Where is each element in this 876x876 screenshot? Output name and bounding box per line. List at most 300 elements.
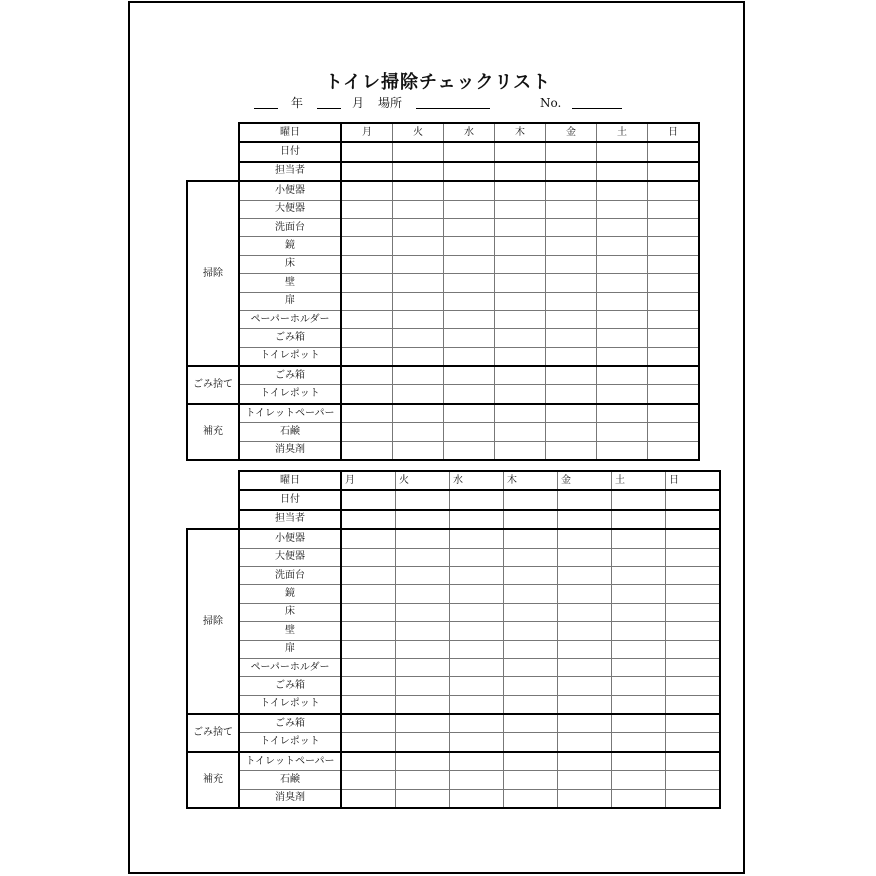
- check-cell[interactable]: [648, 423, 700, 441]
- check-cell[interactable]: [504, 733, 558, 752]
- check-cell[interactable]: [648, 310, 700, 328]
- check-cell[interactable]: [648, 441, 700, 460]
- check-cell[interactable]: [341, 566, 396, 584]
- check-cell[interactable]: [450, 622, 504, 640]
- check-cell[interactable]: [597, 423, 648, 441]
- check-cell[interactable]: [341, 404, 393, 423]
- check-cell[interactable]: [612, 658, 666, 676]
- check-cell[interactable]: [558, 585, 612, 603]
- check-cell[interactable]: [396, 658, 450, 676]
- check-cell[interactable]: [444, 329, 495, 347]
- check-cell[interactable]: [341, 622, 396, 640]
- entry-cell[interactable]: [495, 142, 546, 161]
- check-cell[interactable]: [341, 529, 396, 548]
- checklist-table-2: [186, 470, 721, 809]
- task-label: ごみ箱: [239, 677, 341, 695]
- check-cell[interactable]: [396, 548, 450, 566]
- day-header: 月: [341, 123, 393, 142]
- check-cell[interactable]: [393, 237, 444, 255]
- check-cell[interactable]: [666, 548, 721, 566]
- check-cell[interactable]: [495, 310, 546, 328]
- task-label: 洗面台: [239, 218, 341, 236]
- check-cell[interactable]: [450, 752, 504, 771]
- check-cell[interactable]: [396, 714, 450, 733]
- check-cell[interactable]: [597, 329, 648, 347]
- check-cell[interactable]: [558, 733, 612, 752]
- category-label: 補充: [187, 752, 239, 808]
- check-cell[interactable]: [444, 218, 495, 236]
- month-blank[interactable]: [317, 108, 341, 109]
- check-cell[interactable]: [495, 366, 546, 385]
- check-cell[interactable]: [393, 441, 444, 460]
- check-cell[interactable]: [648, 385, 700, 404]
- check-cell[interactable]: [612, 622, 666, 640]
- row-label: 日付: [239, 490, 341, 509]
- check-cell[interactable]: [597, 255, 648, 273]
- check-cell[interactable]: [546, 292, 597, 310]
- entry-cell[interactable]: [396, 490, 450, 509]
- check-cell[interactable]: [341, 274, 393, 292]
- check-cell[interactable]: [450, 640, 504, 658]
- entry-cell[interactable]: [393, 162, 444, 181]
- entry-cell[interactable]: [393, 142, 444, 161]
- check-cell[interactable]: [612, 529, 666, 548]
- check-cell[interactable]: [597, 404, 648, 423]
- check-cell[interactable]: [612, 789, 666, 808]
- check-cell[interactable]: [444, 347, 495, 366]
- check-cell[interactable]: [504, 752, 558, 771]
- check-cell[interactable]: [558, 640, 612, 658]
- entry-cell[interactable]: [597, 142, 648, 161]
- check-cell[interactable]: [396, 771, 450, 789]
- check-cell[interactable]: [393, 181, 444, 200]
- year-blank[interactable]: [254, 108, 278, 109]
- day-header: 火: [396, 471, 450, 490]
- check-cell[interactable]: [341, 366, 393, 385]
- entry-cell[interactable]: [558, 490, 612, 509]
- place-blank[interactable]: [416, 108, 490, 109]
- entry-cell[interactable]: [597, 162, 648, 181]
- category-label: ごみ捨て: [187, 366, 239, 404]
- task-label: 大便器: [239, 200, 341, 218]
- check-cell[interactable]: [444, 366, 495, 385]
- check-cell[interactable]: [597, 347, 648, 366]
- check-cell[interactable]: [341, 423, 393, 441]
- task-label: 消臭剤: [239, 441, 341, 460]
- category-label: 掃除: [187, 529, 239, 714]
- check-cell[interactable]: [504, 548, 558, 566]
- check-cell[interactable]: [558, 714, 612, 733]
- check-cell[interactable]: [444, 237, 495, 255]
- day-header: 土: [597, 123, 648, 142]
- check-cell[interactable]: [504, 695, 558, 714]
- check-cell[interactable]: [597, 237, 648, 255]
- entry-cell[interactable]: [546, 162, 597, 181]
- check-cell[interactable]: [558, 752, 612, 771]
- task-label: 鏡: [239, 585, 341, 603]
- check-cell[interactable]: [341, 714, 396, 733]
- check-cell[interactable]: [546, 441, 597, 460]
- check-cell[interactable]: [597, 181, 648, 200]
- check-cell[interactable]: [393, 329, 444, 347]
- check-cell[interactable]: [612, 548, 666, 566]
- check-cell[interactable]: [341, 695, 396, 714]
- check-cell[interactable]: [558, 771, 612, 789]
- check-cell[interactable]: [450, 677, 504, 695]
- check-cell[interactable]: [648, 237, 700, 255]
- task-label: 壁: [239, 274, 341, 292]
- check-cell[interactable]: [396, 622, 450, 640]
- check-cell[interactable]: [612, 752, 666, 771]
- check-cell[interactable]: [495, 255, 546, 273]
- check-cell[interactable]: [612, 695, 666, 714]
- check-cell[interactable]: [504, 714, 558, 733]
- row-label: 日付: [239, 142, 341, 161]
- check-cell[interactable]: [648, 292, 700, 310]
- no-blank[interactable]: [572, 108, 622, 109]
- check-cell[interactable]: [450, 603, 504, 621]
- check-cell[interactable]: [546, 366, 597, 385]
- check-cell[interactable]: [393, 385, 444, 404]
- day-header: 日: [666, 471, 721, 490]
- day-header: 火: [393, 123, 444, 142]
- entry-cell[interactable]: [396, 510, 450, 529]
- check-cell[interactable]: [341, 181, 393, 200]
- place-label: 場所: [378, 96, 403, 110]
- day-header: 金: [546, 123, 597, 142]
- empty-corner: [187, 490, 239, 509]
- check-cell[interactable]: [444, 385, 495, 404]
- category-label: ごみ捨て: [187, 714, 239, 752]
- year-label: 年: [291, 96, 304, 110]
- no-label: No.: [540, 96, 562, 110]
- entry-cell[interactable]: [666, 490, 721, 509]
- check-cell[interactable]: [504, 658, 558, 676]
- check-cell[interactable]: [450, 714, 504, 733]
- check-cell[interactable]: [597, 218, 648, 236]
- check-cell[interactable]: [393, 423, 444, 441]
- check-cell[interactable]: [558, 695, 612, 714]
- check-cell[interactable]: [666, 714, 721, 733]
- check-cell[interactable]: [341, 733, 396, 752]
- task-label: 壁: [239, 622, 341, 640]
- check-cell[interactable]: [450, 771, 504, 789]
- check-cell[interactable]: [341, 677, 396, 695]
- check-cell[interactable]: [546, 310, 597, 328]
- check-cell[interactable]: [648, 200, 700, 218]
- check-cell[interactable]: [558, 603, 612, 621]
- task-label: トイレットペーパー: [239, 752, 341, 771]
- check-cell[interactable]: [341, 658, 396, 676]
- check-cell[interactable]: [450, 548, 504, 566]
- check-cell[interactable]: [546, 404, 597, 423]
- day-header: 日: [648, 123, 700, 142]
- check-cell[interactable]: [495, 274, 546, 292]
- check-cell[interactable]: [393, 366, 444, 385]
- check-cell[interactable]: [597, 366, 648, 385]
- check-cell[interactable]: [341, 585, 396, 603]
- check-cell[interactable]: [341, 310, 393, 328]
- check-cell[interactable]: [666, 603, 721, 621]
- check-cell[interactable]: [597, 310, 648, 328]
- check-cell[interactable]: [341, 292, 393, 310]
- check-cell[interactable]: [396, 585, 450, 603]
- entry-cell[interactable]: [444, 162, 495, 181]
- check-cell[interactable]: [393, 255, 444, 273]
- check-cell[interactable]: [393, 218, 444, 236]
- check-cell[interactable]: [546, 237, 597, 255]
- check-cell[interactable]: [666, 752, 721, 771]
- task-label: トイレポット: [239, 347, 341, 366]
- check-cell[interactable]: [495, 423, 546, 441]
- check-cell[interactable]: [495, 441, 546, 460]
- check-cell[interactable]: [504, 529, 558, 548]
- check-cell[interactable]: [393, 347, 444, 366]
- check-cell[interactable]: [341, 640, 396, 658]
- entry-cell[interactable]: [495, 162, 546, 181]
- check-cell[interactable]: [495, 385, 546, 404]
- task-label: トイレポット: [239, 733, 341, 752]
- check-cell[interactable]: [341, 789, 396, 808]
- check-cell[interactable]: [504, 585, 558, 603]
- entry-cell[interactable]: [648, 162, 700, 181]
- empty-corner: [187, 510, 239, 529]
- check-cell[interactable]: [666, 771, 721, 789]
- check-cell[interactable]: [648, 329, 700, 347]
- check-cell[interactable]: [495, 404, 546, 423]
- check-cell[interactable]: [546, 385, 597, 404]
- check-cell[interactable]: [396, 529, 450, 548]
- check-cell[interactable]: [504, 603, 558, 621]
- check-cell[interactable]: [341, 603, 396, 621]
- check-cell[interactable]: [450, 566, 504, 584]
- check-cell[interactable]: [396, 603, 450, 621]
- task-label: 小便器: [239, 529, 341, 548]
- entry-cell[interactable]: [666, 510, 721, 529]
- check-cell[interactable]: [648, 274, 700, 292]
- check-cell[interactable]: [558, 548, 612, 566]
- task-label: ごみ箱: [239, 366, 341, 385]
- check-cell[interactable]: [450, 585, 504, 603]
- entry-cell[interactable]: [450, 510, 504, 529]
- check-cell[interactable]: [558, 566, 612, 584]
- check-cell[interactable]: [396, 677, 450, 695]
- check-cell[interactable]: [558, 658, 612, 676]
- check-cell[interactable]: [341, 548, 396, 566]
- check-cell[interactable]: [648, 366, 700, 385]
- check-cell[interactable]: [504, 566, 558, 584]
- entry-cell[interactable]: [450, 490, 504, 509]
- check-cell[interactable]: [546, 347, 597, 366]
- check-cell[interactable]: [341, 255, 393, 273]
- check-cell[interactable]: [597, 385, 648, 404]
- task-label: 大便器: [239, 548, 341, 566]
- check-cell[interactable]: [341, 329, 393, 347]
- check-cell[interactable]: [612, 603, 666, 621]
- entry-cell[interactable]: [648, 142, 700, 161]
- entry-cell[interactable]: [504, 490, 558, 509]
- check-cell[interactable]: [597, 292, 648, 310]
- check-cell[interactable]: [393, 310, 444, 328]
- task-label: 扉: [239, 292, 341, 310]
- check-cell[interactable]: [612, 677, 666, 695]
- task-label: 洗面台: [239, 566, 341, 584]
- check-cell[interactable]: [444, 274, 495, 292]
- empty-corner: [187, 162, 239, 181]
- empty-corner: [187, 123, 239, 142]
- check-cell[interactable]: [341, 441, 393, 460]
- check-cell[interactable]: [504, 789, 558, 808]
- entry-cell[interactable]: [341, 142, 393, 161]
- check-cell[interactable]: [444, 255, 495, 273]
- row-label: 曜日: [239, 471, 341, 490]
- check-cell[interactable]: [546, 329, 597, 347]
- check-cell[interactable]: [495, 181, 546, 200]
- check-cell[interactable]: [444, 310, 495, 328]
- check-cell[interactable]: [648, 347, 700, 366]
- entry-cell[interactable]: [444, 142, 495, 161]
- check-cell[interactable]: [666, 733, 721, 752]
- empty-corner: [187, 142, 239, 161]
- month-label: 月: [352, 96, 365, 110]
- check-cell[interactable]: [396, 733, 450, 752]
- task-label: 扉: [239, 640, 341, 658]
- check-cell[interactable]: [558, 677, 612, 695]
- check-cell[interactable]: [558, 529, 612, 548]
- task-label: トイレポット: [239, 695, 341, 714]
- check-cell[interactable]: [450, 529, 504, 548]
- check-cell[interactable]: [341, 385, 393, 404]
- entry-cell[interactable]: [612, 490, 666, 509]
- day-header: 木: [504, 471, 558, 490]
- task-label: ペーパーホルダー: [239, 658, 341, 676]
- check-cell[interactable]: [495, 218, 546, 236]
- day-header: 月: [341, 471, 396, 490]
- check-cell[interactable]: [396, 695, 450, 714]
- check-cell[interactable]: [666, 695, 721, 714]
- check-cell[interactable]: [450, 789, 504, 808]
- check-cell[interactable]: [396, 752, 450, 771]
- check-cell[interactable]: [648, 255, 700, 273]
- entry-cell[interactable]: [612, 510, 666, 529]
- check-cell[interactable]: [393, 292, 444, 310]
- task-label: トイレットペーパー: [239, 404, 341, 423]
- check-cell[interactable]: [558, 789, 612, 808]
- check-cell[interactable]: [396, 566, 450, 584]
- check-cell[interactable]: [396, 640, 450, 658]
- day-header: 土: [612, 471, 666, 490]
- check-cell[interactable]: [666, 677, 721, 695]
- task-label: 石鹸: [239, 423, 341, 441]
- check-cell[interactable]: [612, 714, 666, 733]
- check-cell[interactable]: [666, 640, 721, 658]
- check-cell[interactable]: [666, 658, 721, 676]
- check-cell[interactable]: [393, 404, 444, 423]
- check-cell[interactable]: [444, 404, 495, 423]
- task-label: ごみ箱: [239, 329, 341, 347]
- check-cell[interactable]: [495, 200, 546, 218]
- check-cell[interactable]: [341, 237, 393, 255]
- check-cell[interactable]: [341, 752, 396, 771]
- task-label: ペーパーホルダー: [239, 310, 341, 328]
- check-cell[interactable]: [450, 658, 504, 676]
- check-cell[interactable]: [546, 423, 597, 441]
- check-cell[interactable]: [341, 200, 393, 218]
- check-cell[interactable]: [597, 274, 648, 292]
- page-title: トイレ掃除チェックリスト: [324, 72, 552, 93]
- task-label: 床: [239, 603, 341, 621]
- check-cell[interactable]: [504, 640, 558, 658]
- check-cell[interactable]: [504, 622, 558, 640]
- task-label: 石鹸: [239, 771, 341, 789]
- entry-cell[interactable]: [558, 510, 612, 529]
- check-cell[interactable]: [495, 347, 546, 366]
- check-cell[interactable]: [444, 441, 495, 460]
- check-cell[interactable]: [341, 218, 393, 236]
- check-cell[interactable]: [612, 733, 666, 752]
- check-cell[interactable]: [558, 622, 612, 640]
- task-label: 床: [239, 255, 341, 273]
- check-cell[interactable]: [393, 274, 444, 292]
- check-cell[interactable]: [393, 200, 444, 218]
- check-cell[interactable]: [444, 292, 495, 310]
- check-cell[interactable]: [612, 640, 666, 658]
- category-label: 補充: [187, 404, 239, 460]
- check-cell[interactable]: [546, 274, 597, 292]
- entry-cell[interactable]: [341, 510, 396, 529]
- task-label: 小便器: [239, 181, 341, 200]
- check-cell[interactable]: [495, 237, 546, 255]
- check-cell[interactable]: [666, 566, 721, 584]
- row-label: 担当者: [239, 510, 341, 529]
- check-cell[interactable]: [546, 200, 597, 218]
- check-cell[interactable]: [444, 181, 495, 200]
- check-cell[interactable]: [612, 566, 666, 584]
- check-cell[interactable]: [648, 218, 700, 236]
- check-cell[interactable]: [612, 771, 666, 789]
- check-cell[interactable]: [648, 181, 700, 200]
- check-cell[interactable]: [546, 255, 597, 273]
- check-cell[interactable]: [546, 181, 597, 200]
- check-cell[interactable]: [495, 292, 546, 310]
- check-cell[interactable]: [450, 733, 504, 752]
- check-cell[interactable]: [396, 789, 450, 808]
- check-cell[interactable]: [341, 771, 396, 789]
- check-cell[interactable]: [597, 441, 648, 460]
- day-header: 金: [558, 471, 612, 490]
- check-cell[interactable]: [666, 622, 721, 640]
- check-cell[interactable]: [612, 585, 666, 603]
- check-cell[interactable]: [444, 200, 495, 218]
- entry-cell[interactable]: [546, 142, 597, 161]
- check-cell[interactable]: [444, 423, 495, 441]
- entry-cell[interactable]: [341, 490, 396, 509]
- check-cell[interactable]: [597, 200, 648, 218]
- check-cell[interactable]: [504, 771, 558, 789]
- entry-cell[interactable]: [504, 510, 558, 529]
- checklist-table-1: [186, 122, 700, 461]
- check-cell[interactable]: [341, 347, 393, 366]
- check-cell[interactable]: [648, 404, 700, 423]
- check-cell[interactable]: [504, 677, 558, 695]
- check-cell[interactable]: [495, 329, 546, 347]
- entry-cell[interactable]: [341, 162, 393, 181]
- check-cell[interactable]: [450, 695, 504, 714]
- check-cell[interactable]: [666, 585, 721, 603]
- check-cell[interactable]: [546, 218, 597, 236]
- check-cell[interactable]: [666, 529, 721, 548]
- check-cell[interactable]: [666, 789, 721, 808]
